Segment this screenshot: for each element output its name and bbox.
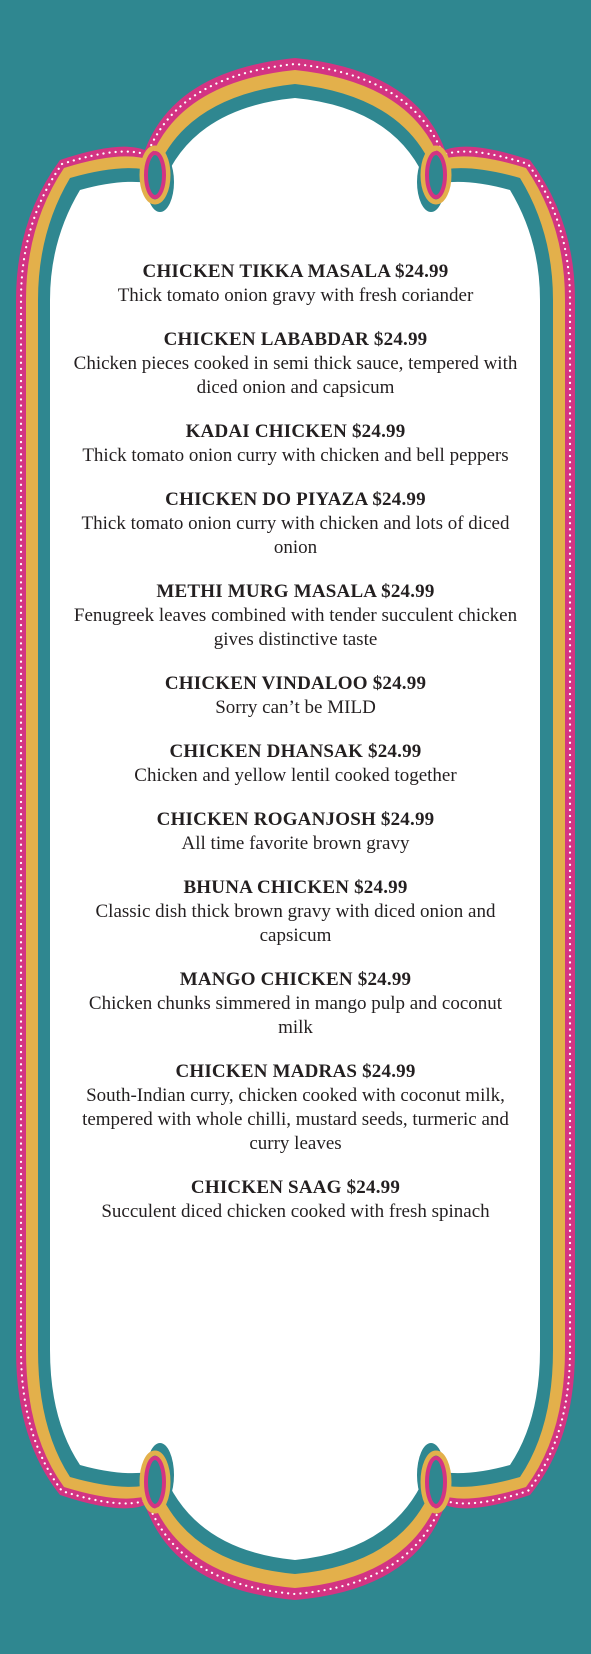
menu-item-title: CHICKEN LABABDAR $24.99 (163, 329, 428, 350)
menu-item (70, 1176, 521, 1224)
menu-list (70, 260, 521, 1244)
menu-item (70, 1060, 521, 1156)
menu-item-description: Thick tomato onion curry with chicken and lots of diced onion (81, 513, 510, 558)
menu-item (70, 328, 521, 400)
menu-item (70, 580, 521, 652)
menu-item-title: CHICKEN SAAG $24.99 (190, 1177, 401, 1198)
menu-item-description: South-Indian curry, chicken cooked with coconut milk, tempered with whole chilli, mustard seeds, turmeric and curry leaves (82, 1085, 509, 1154)
menu-item-description: Succulent diced chicken cooked with fresh spinach (101, 1201, 490, 1222)
menu-item (70, 876, 521, 948)
menu-item-description: Chicken chunks simmered in mango pulp and coconut milk (88, 993, 503, 1038)
menu-item-title: CHICKEN ROGANJOSH $24.99 (156, 809, 435, 830)
menu-item-description: Chicken and yellow lentil cooked together (134, 765, 457, 786)
menu-item-description: All time favorite brown gravy (181, 833, 410, 854)
menu-item-description: Fenugreek leaves combined with tender succulent chicken gives distinctive taste (73, 605, 518, 650)
menu-item-description: Sorry can’t be MILD (215, 697, 376, 718)
menu-item-title: MANGO CHICKEN $24.99 (179, 969, 412, 990)
menu-item-title: CHICKEN VINDALOO $24.99 (164, 673, 427, 694)
menu-item-title: CHICKEN MADRAS $24.99 (175, 1061, 416, 1082)
menu-item (70, 420, 521, 468)
menu-item (70, 808, 521, 856)
menu-item (70, 488, 521, 560)
menu-item (70, 740, 521, 788)
menu-item-title: KADAI CHICKEN $24.99 (185, 421, 406, 442)
menu-item-title: METHI MURG MASALA $24.99 (156, 581, 435, 602)
menu-item-description: Thick tomato onion curry with chicken and bell peppers (82, 445, 509, 466)
menu-item-description: Thick tomato onion gravy with fresh coriander (117, 285, 474, 306)
menu-item-title: CHICKEN DHANSAK $24.99 (169, 741, 422, 762)
menu-item (70, 968, 521, 1040)
menu-item-description: Classic dish thick brown gravy with diced onion and capsicum (95, 901, 496, 946)
menu-item-title: CHICKEN TIKKA MASALA $24.99 (142, 261, 449, 282)
menu-item-description: Chicken pieces cooked in semi thick sauce, tempered with diced onion and capsicum (73, 353, 518, 398)
menu-item-title: CHICKEN DO PIYAZA $24.99 (165, 489, 426, 510)
menu-item (70, 672, 521, 720)
menu-item (70, 260, 521, 308)
menu-item-title: BHUNA CHICKEN $24.99 (183, 877, 408, 898)
